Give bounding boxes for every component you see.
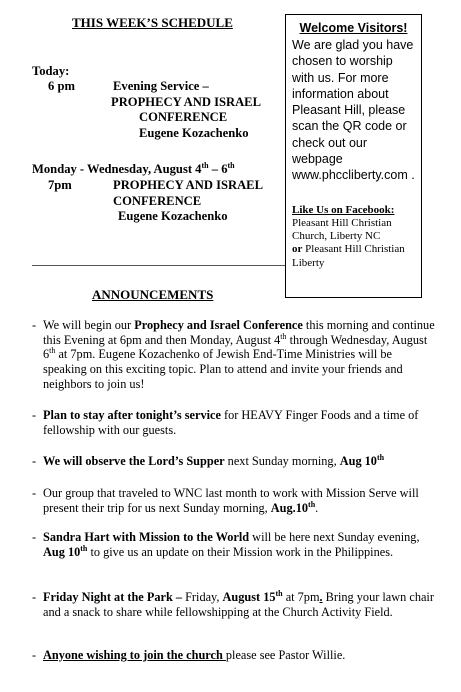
welcome-heading: Welcome Visitors! [299,21,408,35]
schedule-title: THIS WEEK’S SCHEDULE [72,15,233,30]
announcements-title: ANNOUNCEMENTS [92,287,214,302]
announcement-night-at-park: - Friday Night at the Park – Friday, August 15th at 7pm. Bring your lawn chair and a snack to share while fellowshipping at the Church Activity Field. [32,588,434,619]
facebook-heading: Like Us on Facebook: [292,203,395,216]
weekday-label: Monday - Wednesday, August 4th – 6th [32,161,235,177]
announcement-join-church: - Anyone wishing to join the church please see Pastor Willie. [32,648,346,662]
announcement-lords-supper: - We will observe the Lord’s Supper next Sunday morning, Aug 10th [32,452,385,468]
today-label: Today: [32,64,70,78]
today-event: Evening Service – [113,79,209,94]
announcement-mission-world: - Sandra Hart with Mission to the World will be here next Sunday evening, Aug 10th to give us an update on their Mission work in the Philippines. [32,530,420,559]
schedule-block [32,64,282,225]
facebook-page-2: or Pleasant Hill Christian Liberty [292,243,405,269]
weekday-speaker: Eugene Kozachenko [118,209,228,224]
weekday-conference-line1: PROPHECY AND ISRAEL [113,178,263,193]
facebook-page-1: Pleasant Hill Christian Church, Liberty NC [292,216,392,243]
today-speaker: Eugene Kozachenko [139,125,249,140]
section-divider [32,265,285,266]
welcome-body: We are glad you have chosen to worship with us. For more information about Pleasant Hill, please scan the QR code or check out our webpage www.phccliberty.com . [292,38,415,183]
announcement-finger-foods: - Plan to stay after tonight’s service for HEAVY Finger Foods and a time of fellowship with our guests. [32,408,419,437]
announcement-wnc-trip: - Our group that traveled to WNC last month to work with Mission Serve will present their trip for us next Sunday morning, Aug.10th. [32,486,419,515]
weekday-conference-line2: CONFERENCE [113,193,202,208]
welcome-visitors-box [285,14,422,298]
today-conference-line1: PROPHECY AND ISRAEL [111,94,261,109]
announcement-conference: - We will begin our Prophecy and Israel Conference this morning and continue this Evening at 6pm and then Monday, August 4th through Wednesday, August 6th at 7pm. Eugene Kozachenko of Jewish End-Time Ministries will be speaking on this exciting topic. Plan to attend and invite your friends and neighbors to join us! [32,318,435,391]
weekday-time: 7pm [48,178,72,193]
today-conference-line2: CONFERENCE [139,110,228,125]
today-time: 6 pm [48,79,75,94]
